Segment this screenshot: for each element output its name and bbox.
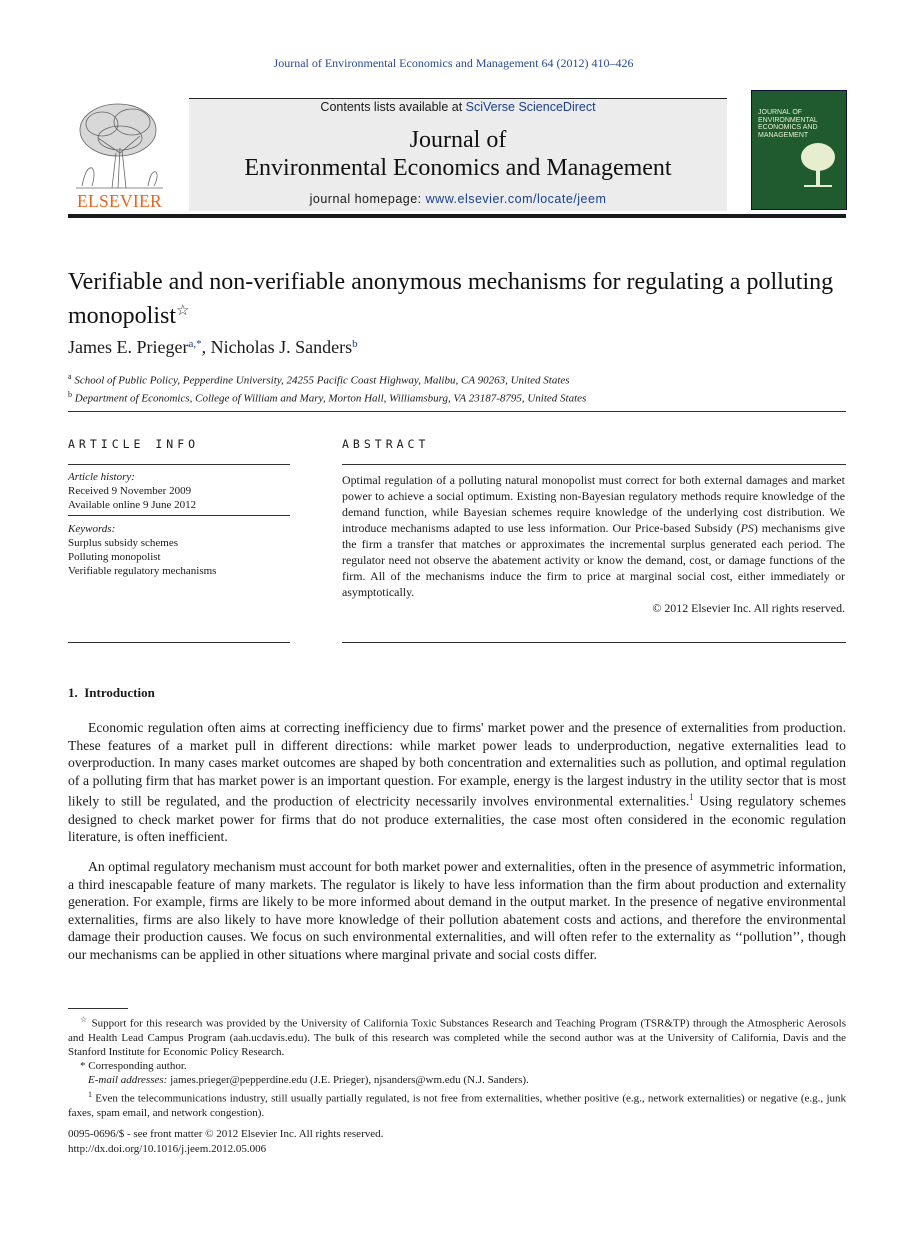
elsevier-wordmark: ELSEVIER xyxy=(76,191,163,211)
affiliation-a-mark: a xyxy=(68,372,72,381)
author-separator: , xyxy=(201,337,211,357)
abstract-heading: ABSTRACT xyxy=(342,437,430,451)
footnote-1 xyxy=(68,1088,846,1120)
author-list xyxy=(68,337,848,358)
email-label: E-mail addresses: xyxy=(88,1074,168,1087)
homepage-prefix: journal homepage: xyxy=(309,192,426,206)
footnote-star-text: Support for this research was provided by the University of California Toxic Substances Research and Teaching Program (TSR&TP) through the Atmospheric Aerosols and Health Lead Campus Program (aah.ucdavis.edu). The bulk of this research was completed while the second author was at the University of California, Davis and the Stanford Institute for Economic Policy Research. xyxy=(68,1017,847,1059)
footnotes xyxy=(68,1013,846,1120)
journal-cover[interactable] xyxy=(751,90,847,210)
affiliation-a-text: School of Public Policy, Pepperdine University, 24255 Pacific Coast Highway, Malibu, CA 90263, United States xyxy=(74,374,570,387)
corresponding-text: Corresponding author. xyxy=(85,1060,187,1073)
journal-header xyxy=(189,98,727,211)
affiliations xyxy=(68,370,848,406)
front-matter xyxy=(68,1127,668,1156)
homepage-line xyxy=(189,192,727,206)
elsevier-logo[interactable] xyxy=(68,98,171,210)
abstract-text-a: Optimal regulation of a polluting natural monopolist must correct for both external damages and market power to achieve a social optimum. Existing non-Bayesian regulatory methods require knowledge of the demand function, while Bayesian schemes require knowledge of the underlying cost distribution. We introduce mechanisms adapted to use less information. Our Price-based Subsidy ( xyxy=(342,473,845,535)
available-date: Available online 9 June 2012 xyxy=(68,499,197,511)
abstract-body xyxy=(342,472,845,616)
cover-title: JOURNAL OF ENVIRONMENTAL ECONOMICS AND MANAGEMENT xyxy=(758,109,818,139)
divider xyxy=(342,464,846,465)
received-date: Received 9 November 2009 xyxy=(68,485,192,497)
contents-prefix: Contents lists available at xyxy=(320,100,466,114)
article-title-text: Verifiable and non-verifiable anonymous mechanisms for regulating a polluting monopolist xyxy=(68,269,834,329)
history-label: Article history: xyxy=(68,471,135,483)
article-info xyxy=(68,470,290,578)
author-2-affiliation[interactable]: b xyxy=(352,338,358,350)
article-info-heading: ARTICLE INFO xyxy=(68,437,200,451)
keyword-item[interactable]: Verifiable regulatory mechanisms xyxy=(68,565,217,577)
title-footnote-star-icon[interactable]: ☆ xyxy=(176,303,190,319)
author-1[interactable]: James E. Prieger xyxy=(68,337,189,357)
homepage-link[interactable]: www.elsevier.com/locate/jeem xyxy=(425,192,607,206)
divider xyxy=(68,464,290,465)
affiliation-b xyxy=(68,388,848,406)
doi-link[interactable]: http://dx.doi.org/10.1016/j.jeem.2012.05.006 xyxy=(68,1142,267,1155)
header-rule xyxy=(68,214,846,218)
sciencedirect-link[interactable]: SciVerse ScienceDirect xyxy=(465,100,596,114)
journal-title-line1: Journal of xyxy=(409,127,507,153)
contents-line xyxy=(189,100,727,114)
footnote-star xyxy=(68,1013,846,1059)
divider xyxy=(68,515,290,516)
journal-title-line2: Environmental Economics and Management xyxy=(244,155,672,181)
intro-p1a: Economic regulation often aims at correcting inefficiency due to firms' market power and the presence of externalities from production. These features of a market pull in different directions: while market power leads to underproduction, negative externalities lead to overproduction. In many cases market outcomes are shaped by both concentration and externalities such as pollution, and optimal regulation of a polluting firm that has market power is an important question. For example, energy is the largest industry in the utility sector that is most likely to still be regulated, and the production of electricity necessarily involves environmental externalities. xyxy=(68,720,846,809)
footnote-corresponding xyxy=(68,1059,846,1073)
section-heading: 1. Introduction xyxy=(68,685,155,700)
author-2[interactable]: Nicholas J. Sanders xyxy=(210,337,353,357)
affiliation-b-text: Department of Economics, College of William and Mary, Morton Hall, Williamsburg, VA 23187-8795, United States xyxy=(74,392,587,405)
footnote-rule xyxy=(68,1008,128,1009)
author-1-affiliation[interactable]: a,* xyxy=(188,338,202,350)
footnote-1-text: Even the telecommunications industry, still usually partially regulated, is not free from externalities, whether positive (e.g., network externalities) or negative (e.g., junk faxes, spam email, and network congestion). xyxy=(68,1092,846,1119)
journal-title xyxy=(189,126,727,182)
keyword-item[interactable]: Polluting monopolist xyxy=(68,551,161,563)
journal-citation[interactable]: Journal of Environmental Economics and Management 64 (2012) 410–426 xyxy=(273,56,634,70)
intro-paragraph-1 xyxy=(68,719,846,846)
affiliation-a xyxy=(68,370,848,388)
footnote-star-icon: ☆ xyxy=(80,1015,88,1024)
divider xyxy=(342,642,846,643)
divider xyxy=(68,642,290,643)
issn-line: 0095-0696/$ - see front matter © 2012 Elsevier Inc. All rights reserved. xyxy=(68,1128,384,1140)
abstract-copyright: © 2012 Elsevier Inc. All rights reserved. xyxy=(652,601,845,615)
corresponding-mark: * xyxy=(80,1060,86,1073)
keywords-label: Keywords: xyxy=(68,523,116,535)
article-title xyxy=(68,268,848,331)
footnote-1-mark: 1 xyxy=(88,1089,92,1099)
intro-paragraph-2: An optimal regulatory mechanism must account for both market power and externalities, often in the presence of asymmetric information, a third inescapable feature of many markets. The regulator is likely to have less information than the firm about production and externality generation. For example, firms are likely to be more informed about demand in the output market. In the presence of negative environmental externalities, firms are also likely to have more knowledge of their pollution abatement costs and actions, and therefore the environmental damage their production causes. We focus on such environmental externalities, and will often refer to the externality as ‘‘pollution’’, though our mechanisms can be applied in other situations where marginal private and social costs differ. xyxy=(68,859,846,962)
intro-p1b: Using regulatory schemes designed to check market power for firms that do not produce externalities, the case most often considered in the economic regulation literature, is often inefficient. xyxy=(68,793,846,845)
affiliation-b-mark: b xyxy=(68,390,72,400)
abstract-text-b: ) mechanisms give the firm a transfer that matches or approximates the incremental surplus generated each period. The regulator need not observe the abatement activity or know the demand, cost, or damage functions of the firm. All of the mechanisms induce the firm to price at marginal social cost, either immediately or asymptotically. xyxy=(342,521,845,599)
footnote-1-ref[interactable]: 1 xyxy=(689,792,694,803)
email-addresses[interactable]: james.prieger@pepperdine.edu (J.E. Prieger), njsanders@wm.edu (N.J. Sanders). xyxy=(167,1074,529,1087)
abstract-ps: PS xyxy=(740,521,754,535)
divider xyxy=(68,411,846,412)
elsevier-tree-icon xyxy=(68,98,171,190)
footnote-email xyxy=(68,1073,846,1087)
keyword-item[interactable]: Surplus subsidy schemes xyxy=(68,537,178,549)
cover-tree-icon xyxy=(798,139,838,191)
